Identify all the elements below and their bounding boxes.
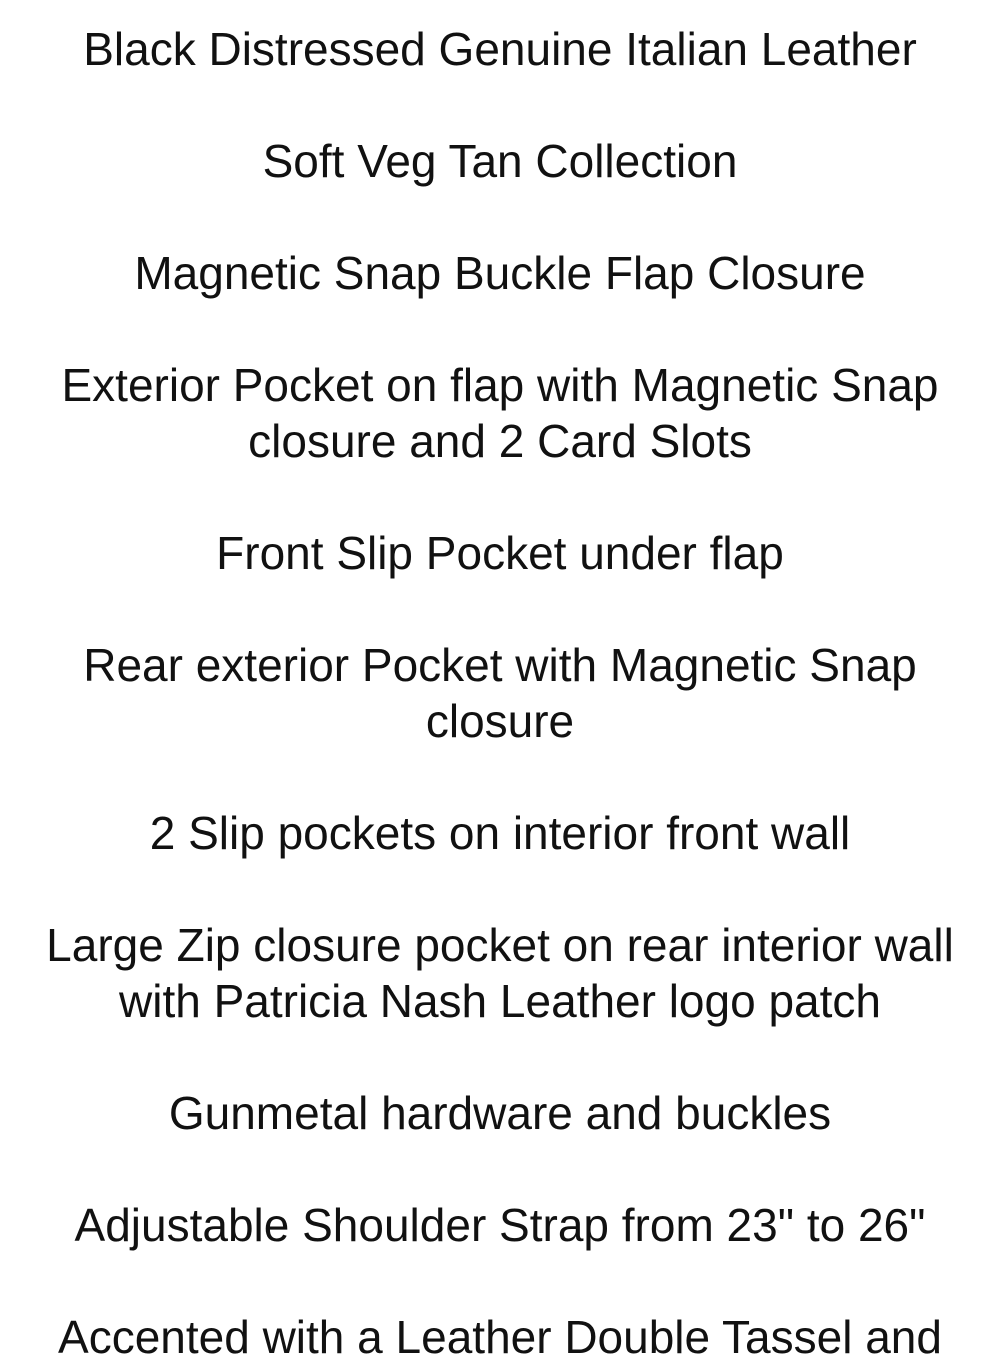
feature-interior-slip-pockets: 2 Slip pockets on interior front wall [149, 807, 851, 859]
feature-hardware: Gunmetal hardware and buckles [168, 1087, 832, 1139]
feature-collection: Soft Veg Tan Collection [262, 135, 738, 187]
feature-exterior-pocket: Exterior Pocket on flap with Magnetic Snap closure and 2 Card Slots [61, 359, 939, 467]
feature-tassel: Accented with a Leather Double Tassel and [58, 1311, 942, 1363]
feature-zip-pocket: Large Zip closure pocket on rear interior wall with Patricia Nash Leather logo patch [46, 919, 954, 1027]
feature-leather: Black Distressed Genuine Italian Leather [83, 23, 917, 75]
feature-flap-closure: Magnetic Snap Buckle Flap Closure [134, 247, 866, 299]
feature-shoulder-strap: Adjustable Shoulder Strap from 23" to 26" [74, 1199, 926, 1251]
feature-rear-pocket: Rear exterior Pocket with Magnetic Snap closure [83, 639, 917, 747]
feature-front-slip-pocket: Front Slip Pocket under flap [216, 527, 784, 579]
